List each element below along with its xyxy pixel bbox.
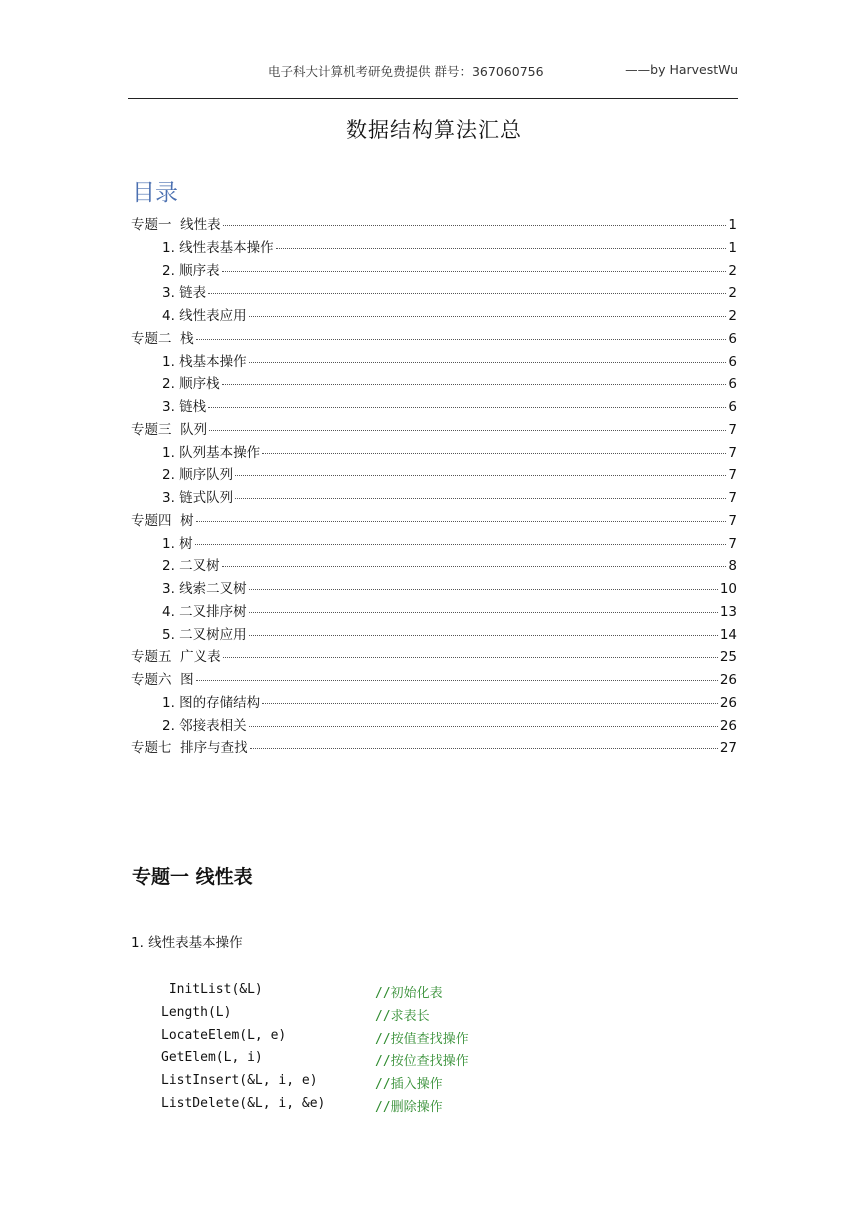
toc-entry-page: 7 xyxy=(728,444,737,461)
toc-leader-dots xyxy=(208,407,726,408)
toc-entry-label: 专题七 排序与查找 xyxy=(131,740,248,757)
toc-entry-label: 专题六 图 xyxy=(131,672,194,688)
toc-entry-page: 26 xyxy=(719,672,737,688)
toc-entry-label: 专题二 栈 xyxy=(131,330,194,347)
toc-entry[interactable] xyxy=(131,395,737,418)
code-comment: //插入操作 xyxy=(375,1077,443,1093)
toc-leader-dots xyxy=(235,498,726,499)
toc-entry-label: 专题一 线性表 xyxy=(131,217,221,233)
toc-entry-page: 7 xyxy=(728,535,737,552)
toc-entry-label: 2. 顺序表 xyxy=(162,262,220,279)
code-function: InitList(&L) xyxy=(161,982,263,997)
code-function: Length(L) xyxy=(161,1004,232,1020)
toc-leader-dots xyxy=(222,566,727,567)
toc-entry-page: 6 xyxy=(728,353,737,370)
toc-leader-dots xyxy=(222,271,727,272)
toc-entry-page: 7 xyxy=(728,467,737,484)
toc-entry-page: 6 xyxy=(728,376,737,393)
toc-leader-dots xyxy=(249,612,718,613)
toc-entry-label: 2. 顺序队列 xyxy=(162,467,234,484)
toc-leader-dots xyxy=(196,680,718,681)
toc-entry[interactable] xyxy=(131,509,737,532)
toc-leader-dots xyxy=(208,293,726,294)
toc-entry-label: 4. 线性表应用 xyxy=(162,308,247,324)
toc-leader-dots xyxy=(222,384,727,385)
toc-entry-page: 7 xyxy=(728,421,737,438)
code-function: ListInsert(&L, i, e) xyxy=(161,1073,318,1089)
toc-entry-page: 26 xyxy=(719,694,737,711)
toc-leader-dots xyxy=(249,726,718,727)
header-center-text: 电子科大计算机考研免费提供 群号：367060756 xyxy=(268,64,544,79)
toc-entry[interactable] xyxy=(131,668,737,691)
code-comment: //删除操作 xyxy=(375,1099,443,1115)
toc-entry[interactable] xyxy=(131,213,737,236)
toc-entry[interactable] xyxy=(131,486,737,509)
toc-entry-label: 1. 图的存储结构 xyxy=(162,694,261,711)
toc-entry-page: 6 xyxy=(728,330,737,347)
toc-entry-page: 6 xyxy=(728,399,737,415)
toc-entry[interactable] xyxy=(131,350,737,373)
toc-entry[interactable] xyxy=(131,577,737,600)
toc-entry[interactable] xyxy=(131,236,737,259)
toc-entry-page: 1 xyxy=(728,239,737,256)
toc-leader-dots xyxy=(249,589,718,590)
toc-entry-label: 1. 队列基本操作 xyxy=(162,444,261,461)
toc-leader-dots xyxy=(276,248,727,249)
toc-entry[interactable] xyxy=(131,532,737,555)
toc-entry-label: 2. 邻接表相关 xyxy=(162,717,247,734)
toc-leader-dots xyxy=(209,430,726,431)
toc-entry[interactable] xyxy=(131,554,737,577)
toc-entry-label: 4. 二叉排序树 xyxy=(162,603,247,620)
toc-entry-label: 1. 栈基本操作 xyxy=(162,353,247,370)
code-comment: //按位查找操作 xyxy=(375,1054,469,1070)
toc-entry-label: 1. 线性表基本操作 xyxy=(162,239,274,256)
toc-leader-dots xyxy=(249,316,727,317)
toc-entry-page: 10 xyxy=(719,581,737,597)
toc-entry[interactable] xyxy=(131,463,737,486)
toc-entry-page: 26 xyxy=(719,717,737,734)
toc-entry[interactable] xyxy=(131,304,737,327)
toc-entry-page: 2 xyxy=(728,285,737,302)
toc-entry-page: 2 xyxy=(728,308,737,324)
toc-entry-label: 3. 链式队列 xyxy=(162,490,234,506)
toc-entry-label: 3. 链表 xyxy=(162,285,207,302)
toc-leader-dots xyxy=(223,225,727,226)
toc-entry-label: 专题四 树 xyxy=(131,512,194,529)
toc-entry[interactable] xyxy=(131,736,737,759)
toc-leader-dots xyxy=(195,544,727,545)
toc-entry-page: 25 xyxy=(719,649,737,666)
toc-leader-dots xyxy=(262,453,726,454)
toc-entry-label: 1. 树 xyxy=(162,535,193,552)
toc-entry[interactable] xyxy=(131,259,737,282)
toc-leader-dots xyxy=(196,521,727,522)
toc-leader-dots xyxy=(223,657,718,658)
toc-entry[interactable] xyxy=(131,372,737,395)
toc-entry-label: 3. 线索二叉树 xyxy=(162,581,247,597)
toc-leader-dots xyxy=(196,339,727,340)
toc-entry-page: 1 xyxy=(728,217,737,233)
code-function: LocateElem(L, e) xyxy=(161,1027,287,1043)
toc-leader-dots xyxy=(249,635,718,636)
toc-leader-dots xyxy=(235,475,726,476)
code-comment: //初始化表 xyxy=(375,986,443,1001)
subsection-title: 1. 线性表基本操作 xyxy=(131,935,243,951)
toc-entry-page: 2 xyxy=(728,262,737,279)
toc-leader-dots xyxy=(262,703,718,704)
toc-entry[interactable] xyxy=(131,714,737,737)
toc-entry-page: 8 xyxy=(728,558,737,575)
toc-entry-label: 2. 顺序栈 xyxy=(162,376,220,393)
toc-entry[interactable] xyxy=(131,281,737,304)
toc-entry-page: 14 xyxy=(719,626,737,643)
toc-entry-page: 7 xyxy=(728,490,737,506)
code-comment: //按值查找操作 xyxy=(375,1031,469,1047)
toc-entry-label: 2. 二叉树 xyxy=(162,558,220,575)
toc-entry-page: 27 xyxy=(719,740,737,757)
toc-entry[interactable] xyxy=(131,623,737,646)
toc-entry[interactable] xyxy=(131,691,737,714)
section-title: 专题一 线性表 xyxy=(132,866,253,888)
toc-entry-label: 专题三 队列 xyxy=(131,421,208,438)
toc-entry[interactable] xyxy=(131,441,737,464)
toc-leader-dots xyxy=(250,748,718,749)
code-function: GetElem(L, i) xyxy=(161,1050,263,1066)
toc-entry-label: 3. 链栈 xyxy=(162,399,207,415)
toc-entry[interactable] xyxy=(131,645,737,668)
toc-entry[interactable] xyxy=(131,327,737,350)
toc-entry[interactable] xyxy=(131,418,737,441)
toc-entry-label: 5. 二叉树应用 xyxy=(162,626,247,643)
header-author: ——by HarvestWu xyxy=(625,62,738,77)
table-of-contents xyxy=(131,213,737,759)
page-header xyxy=(128,58,738,99)
toc-entry[interactable] xyxy=(131,600,737,623)
toc-leader-dots xyxy=(249,362,727,363)
toc-entry-label: 专题五 广义表 xyxy=(131,649,221,666)
code-function: ListDelete(&L, i, &e) xyxy=(161,1095,326,1111)
toc-entry-page: 7 xyxy=(728,512,737,529)
document-title: 数据结构算法汇总 xyxy=(346,118,522,142)
code-comment: //求表长 xyxy=(375,1008,430,1024)
toc-entry-page: 13 xyxy=(719,603,737,620)
toc-heading: 目录 xyxy=(132,180,178,206)
